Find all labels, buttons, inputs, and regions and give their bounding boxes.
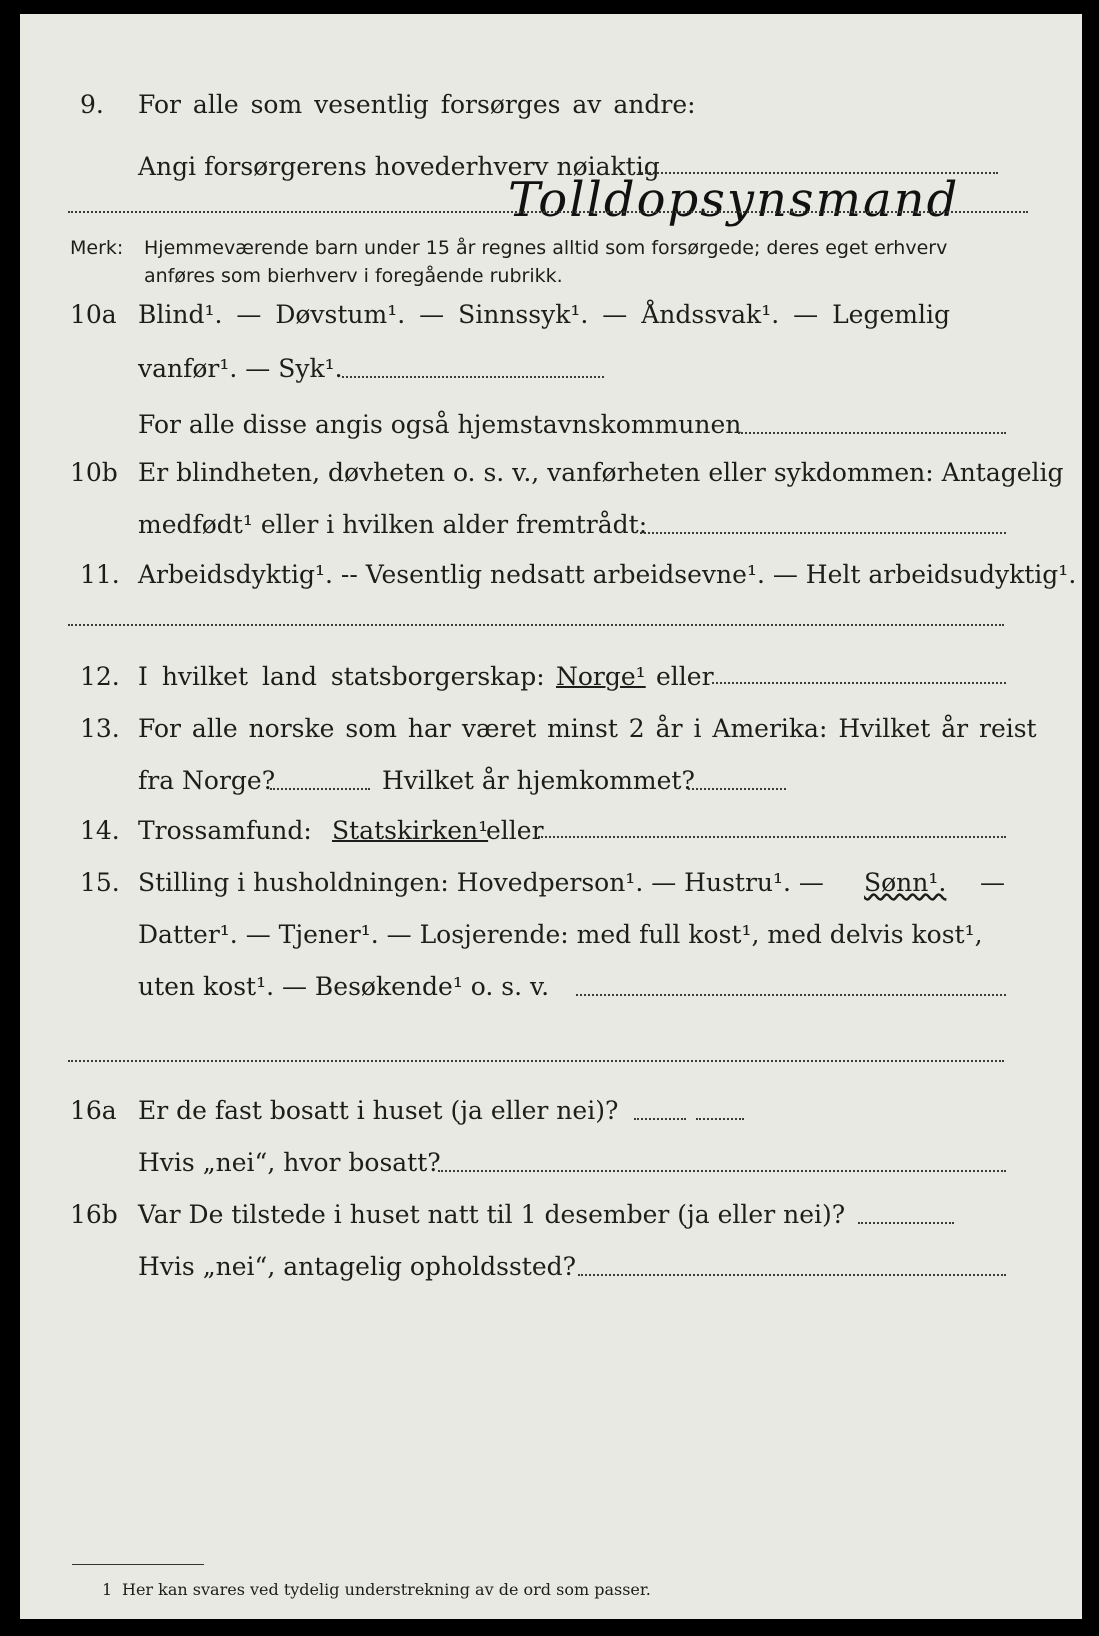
q15-line1b: — [980,868,1005,897]
q16a-line2: Hvis „nei“, hvor bosatt? [138,1148,441,1177]
q13-line1: For alle norske som har været minst 2 år i Amerika: Hvilket år reist [138,714,1037,743]
q10b-line2: medfødt¹ eller i hvilken alder fremtrådt: [138,510,648,539]
question-number-12: 12. [80,662,120,691]
census-form-page [20,14,1082,1619]
q14-answer-line [538,836,1006,838]
q14-statskirken-underlined: Statskirken¹ [332,816,489,845]
footnote-mark: 1 [102,1580,113,1599]
question-number-10b: 10b [70,458,118,487]
merk-label: Merk: [70,237,124,259]
merk-line2: anføres som bierhverv i foregående rubrikk. [144,265,563,287]
q10a-line1: Blind¹. — Døvstum¹. — Sinnssyk¹. — Åndssvak¹. — Legemlig [138,300,950,329]
merk-line1: Hjemmeværende barn under 15 år regnes alltid som forsørgede; deres eget erhverv [144,237,948,259]
q16a-answer-line-2 [696,1118,744,1120]
q13-reist-line [270,788,370,790]
question-number-16a: 16a [70,1096,117,1125]
q10b-line1: Er blindheten, døvheten o. s. v., vanførheten eller sykdommen: Antagelig [138,458,1064,487]
q16a-bosatt-line [438,1170,1006,1172]
question-number-13: 13. [80,714,120,743]
q12-suffix: eller [656,662,714,691]
question-number-10a: 10a [70,300,117,329]
q13-line2b: Hvilket år hjemkommet? [382,766,695,795]
q13-line2a: fra Norge? [138,766,276,795]
q9-line2: Angi forsørgerens hovederhverv nøiaktig [138,152,660,181]
q14-prefix: Trossamfund: [138,816,312,845]
q12-norge-underlined: Norge¹ [556,662,646,691]
q13-hjemkommet-line [688,788,786,790]
q11-answer-line [68,624,1004,626]
q16a-line1: Er de fast bosatt i huset (ja eller nei)? [138,1096,619,1125]
section-divider-2 [68,1060,1004,1062]
q10a-syk-line [342,376,604,378]
q16a-answer-line [634,1118,686,1120]
q15-line3: uten kost¹. — Besøkende¹ o. s. v. [138,972,550,1001]
q15-answer-line [576,994,1006,996]
question-number-14: 14. [80,816,120,845]
q16b-line2: Hvis „nei“, antagelig opholdssted? [138,1252,577,1281]
q10a-line2: vanfør¹. — Syk¹. [138,354,343,383]
q12-answer-line [712,682,1006,684]
q9-line1: For alle som vesentlig forsørges av andre: [138,90,696,119]
q16b-answer-line [858,1222,954,1224]
question-number-16b: 16b [70,1200,118,1229]
footnote-text: Her kan svares ved tydelig understrekning av de ord som passer. [122,1580,651,1599]
q16b-opholdssted-line [578,1274,1006,1276]
q16b-line1: Var De tilstede i huset natt til 1 desember (ja eller nei)? [138,1200,846,1229]
q11-line1: Arbeidsdyktig¹. -- Vesentlig nedsatt arbeidsevne¹. — Helt arbeidsudyktig¹. [138,560,1077,589]
q15-line1a: Stilling i husholdningen: Hovedperson¹. — Hustru¹. — [138,868,824,897]
footnote-rule [72,1564,204,1565]
q12-prefix: I hvilket land statsborgerskap: [138,662,545,691]
q10a-kommune-line [738,432,1006,434]
section-divider [68,211,1028,213]
q15-line2: Datter¹. — Tjener¹. — Losjerende: med full kost¹, med delvis kost¹, [138,920,983,949]
q14-suffix: eller [486,816,544,845]
question-number-9: 9. [80,90,104,119]
q9-handwritten-answer: Tolldopsynsmand [508,172,960,228]
q15-sonn-underlined: Sønn¹. [864,868,947,897]
q10a-line3: For alle disse angis også hjemstavnskommunen [138,410,742,439]
q10b-answer-line [640,532,1006,534]
question-number-11: 11. [80,560,120,589]
question-number-15: 15. [80,868,120,897]
